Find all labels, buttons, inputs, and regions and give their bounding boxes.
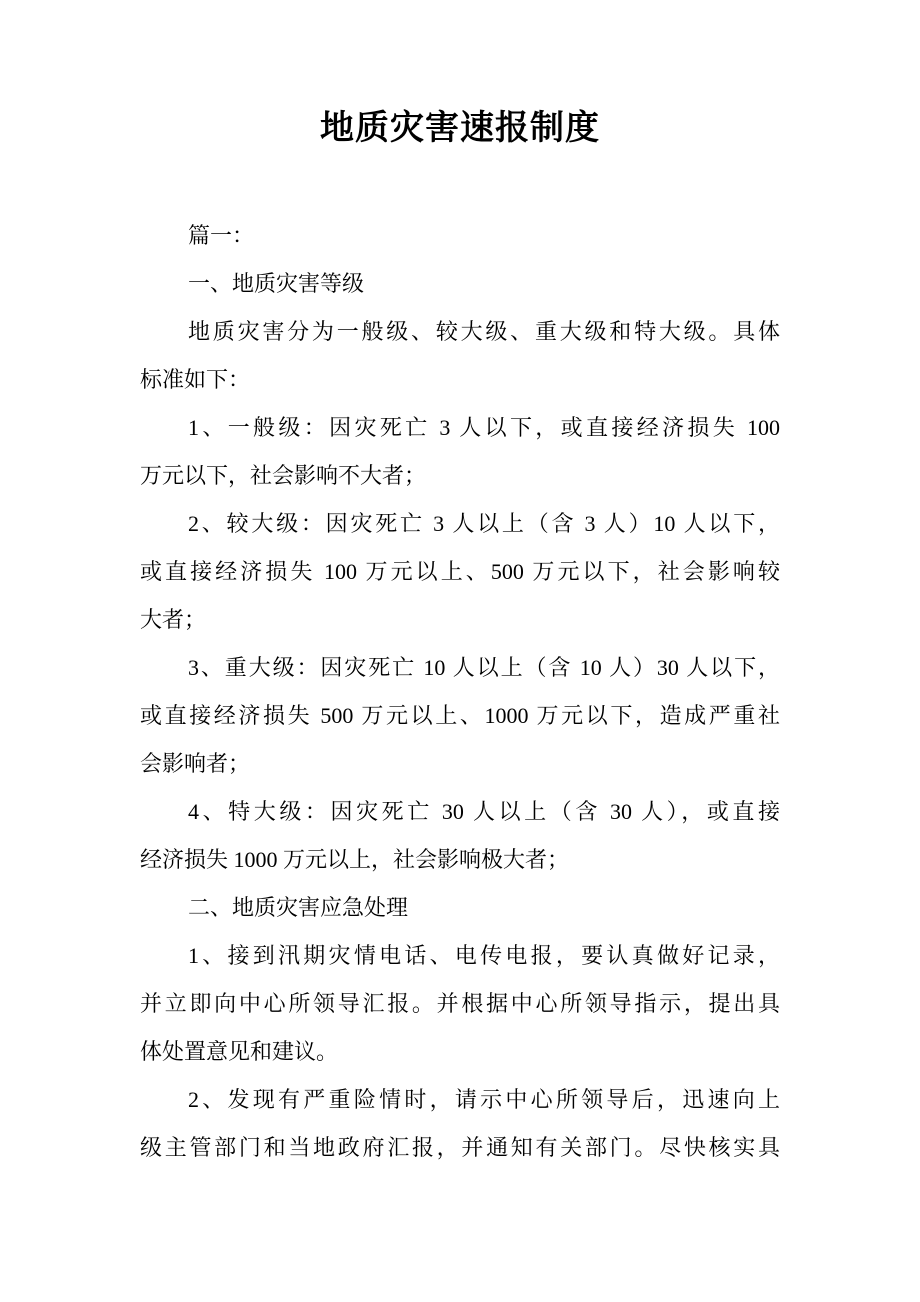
text-line: 大者； — [140, 607, 207, 632]
text-line: 1、接到汛期灾情电话、电传电报，要认真做好记录， — [188, 943, 780, 968]
text-line: 级主管部门和当地政府汇报，并通知有关部门。尽快核实具 — [140, 1135, 780, 1160]
text-line: 篇一： — [188, 223, 255, 248]
text-line: 并立即向中心所领导汇报。并根据中心所领导指示，提出具 — [140, 991, 780, 1016]
text-line: 一、地质灾害等级 — [188, 271, 365, 296]
text-line: 4、特大级：因灾死亡 30 人以上（含 30 人），或直接 — [188, 799, 780, 824]
text-line: 或直接经济损失 100 万元以上、500 万元以下，社会影响较 — [140, 559, 780, 584]
text-line: 或直接经济损失 500 万元以上、1000 万元以下，造成严重社 — [140, 703, 780, 728]
text-line: 地质灾害分为一般级、较大级、重大级和特大级。具体 — [188, 319, 780, 344]
text-line: 会影响者； — [140, 751, 251, 776]
text-line: 万元以下，社会影响不大者； — [140, 463, 427, 488]
document-body — [140, 212, 780, 1172]
text-line: 2、较大级：因灾死亡 3 人以上（含 3 人）10 人以下， — [188, 511, 780, 536]
text-line: 经济损失 1000 万元以上，社会影响极大者； — [140, 847, 570, 872]
document-title: 地质灾害速报制度 — [320, 109, 600, 147]
text-line: 3、重大级：因灾死亡 10 人以上（含 10 人）30 人以下， — [188, 655, 780, 680]
text-line: 二、地质灾害应急处理 — [188, 895, 409, 920]
text-line: 1、一般级：因灾死亡 3 人以下，或直接经济损失 100 — [188, 415, 780, 440]
text-line: 2、发现有严重险情时，请示中心所领导后，迅速向上 — [188, 1087, 780, 1112]
text-line: 体处置意见和建议。 — [140, 1039, 339, 1064]
text-line: 标准如下： — [140, 367, 251, 392]
